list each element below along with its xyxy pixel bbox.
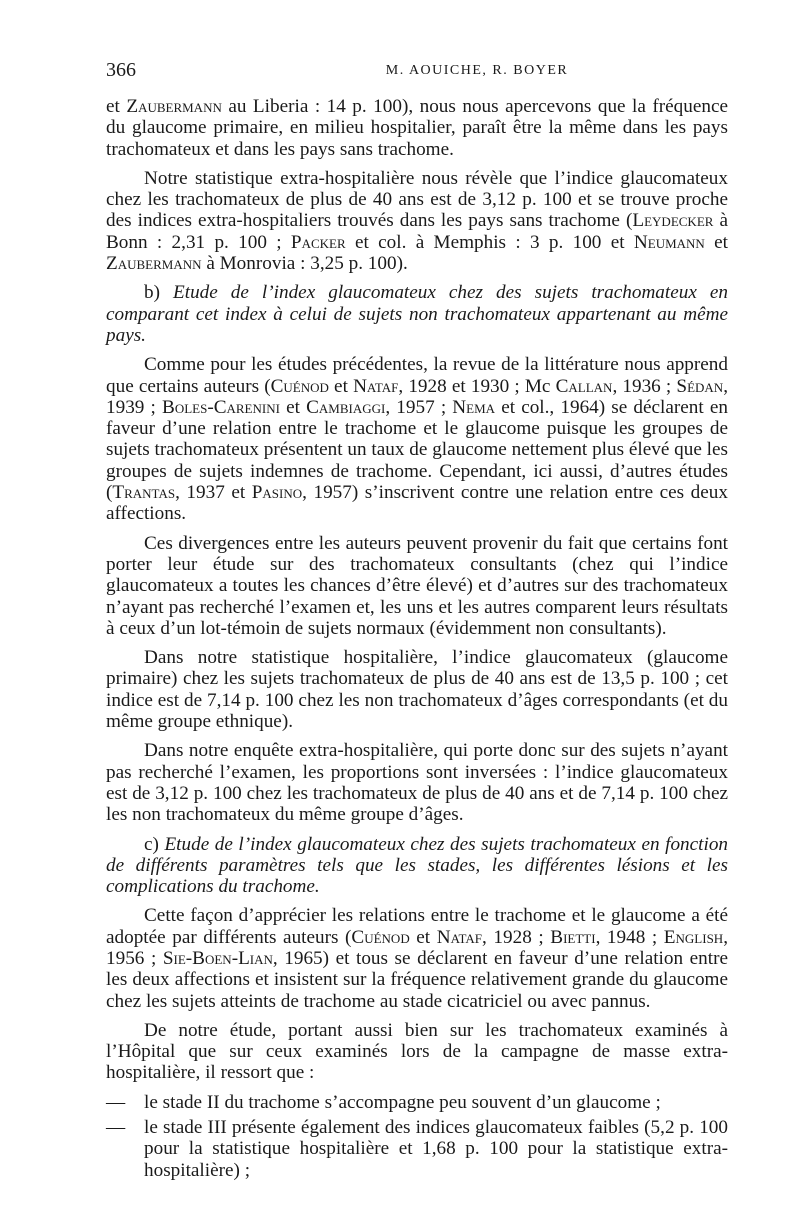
- dash-bullet: —: [106, 1091, 126, 1113]
- author-name: Packer: [290, 231, 346, 253]
- paragraph-4: Comme pour les études précédentes, la revue de la littérature nous apprend que certains auteurs (Cuénod et Nataf, 1928 et 1930 ; Mc Callan, 1936 ; Sédan, 1939 ; Boles-Carenini et Cambiaggi, 1957 ; Nema et col., 1964) se déclarent en faveur d’une relation entre le trachome et le glaucome puisque les groupes de sujets trachomateux présentent un taux de glaucome nettement plus élevé que les groupes de sujets indemnes de trachome. Cependant, ici aussi, d’autres études (Trantas, 1937 et Pasino, 1957) s’inscrivent contre une relation entre ces deux affections.: [106, 354, 728, 525]
- section-title: Etude de l’index glaucomateux chez des sujets trachomateux en comparant cet index à celui de sujets non trachomateux appartenant au même pays.: [106, 282, 728, 346]
- findings-list: [106, 1092, 728, 1181]
- paragraph-10: De notre étude, portant aussi bien sur les trachomateux examinés à l’Hôpital que sur ceux examinés lors de la campagne de masse extra-hospitalière, il ressort que :: [106, 1019, 728, 1084]
- paragraph-1: et Zaubermann au Liberia : 14 p. 100), nous nous apercevons que la fréquence du glaucome primaire, en milieu hospitalier, paraît être la même dans les pays trachomateux et dans les pays sans trachome.: [106, 96, 728, 160]
- list-item: — le stade III présente également des indices glaucomateux faibles (5,2 p. 100 pour la statistique hospitalière et 1,68 p. 100 pour la statistique extra-hospitalière) ;: [106, 1117, 728, 1181]
- author-name: Zaubermann: [106, 253, 202, 275]
- paragraph-9: Cette façon d’apprécier les relations entre le trachome et le glaucome a été adoptée par différents auteurs (Cuénod et Nataf, 1928 ; Bietti, 1948 ; English, 1956 ; Sie-Boen-Lian, 1965) et tous se déclarent en faveur d’une relation entre les deux affections et insistent sur la fréquence relativement grande du glaucome chez les sujets atteints de trachome au stade cicatriciel ou avec pannus.: [106, 905, 728, 1012]
- body-text: [106, 96, 728, 1185]
- dash-bullet: —: [106, 1117, 126, 1139]
- paragraph-5: Ces divergences entre les auteurs peuvent provenir du fait que certains font porter leur étude sur des trachomateux consultants (chez qui l’indice glaucomateux a toutes les chances d’être élevé) et d’autres sur des trachomateux n’ayant pas recherché l’examen et, les uns et les autres comparent leurs résultats à ceux d’un lot-témoin de sujets normaux (évidemment non consultants).: [106, 532, 728, 639]
- paragraph-2: Notre statistique extra-hospitalière nous révèle que l’indice glaucomateux chez les trachomateux de plus de 40 ans est de 3,12 p. 100 et se trouve proche des indices extra-hospitaliers trouvés dans les pays sans trachome (Leydecker à Bonn : 2,31 p. 100 ; Packer et col. à Memphis : 3 p. 100 et Neumann et Zaubermann à Monrovia : 3,25 p. 100).: [106, 167, 728, 275]
- paragraph-6: Dans notre statistique hospitalière, l’indice glaucomateux (glaucome primaire) chez les sujets trachomateux de plus de 40 ans est de 13,5 p. 100 ; cet indice est de 7,14 p. 100 chez les non trachomateux d’âges correspondants (et du même groupe ethnique).: [106, 647, 728, 733]
- list-item: — le stade II du trachome s’accompagne peu souvent d’un glaucome ;: [106, 1091, 661, 1113]
- section-heading-b: b) Etude de l’index glaucomateux chez des sujets trachomateux en comparant cet index à celui de sujets non trachomateux appartenant au même pays.: [106, 282, 728, 346]
- section-title: Etude de l’index glaucomateux chez des sujets trachomateux en fonction de différents paramètres tels que les stades, les différentes lésions et les complications du trachome.: [106, 833, 729, 898]
- running-head: M. AOUICHE, R. BOYER: [385, 63, 569, 78]
- author-name: Leydecker: [632, 210, 714, 232]
- author-name: Neumann: [633, 231, 705, 253]
- paragraph-7: Dans notre enquête extra-hospitalière, qui porte donc sur des sujets n’ayant pas recherché l’examen, les proportions sont inversées : l’indice glaucomateux est de 3,12 p. 100 chez les trachomateux de plus de 40 ans et de 7,14 p. 100 chez les non trachomateux du même groupe d’âges.: [106, 740, 728, 826]
- section-heading-c: c) Etude de l’index glaucomateux chez des sujets trachomateux en fonction de différents paramètres tels que les stades, les différentes lésions et les complications du trachome.: [106, 833, 729, 898]
- page-header: [106, 56, 728, 84]
- page-number: 366: [106, 59, 136, 81]
- author-name: Zaubermann: [126, 96, 222, 117]
